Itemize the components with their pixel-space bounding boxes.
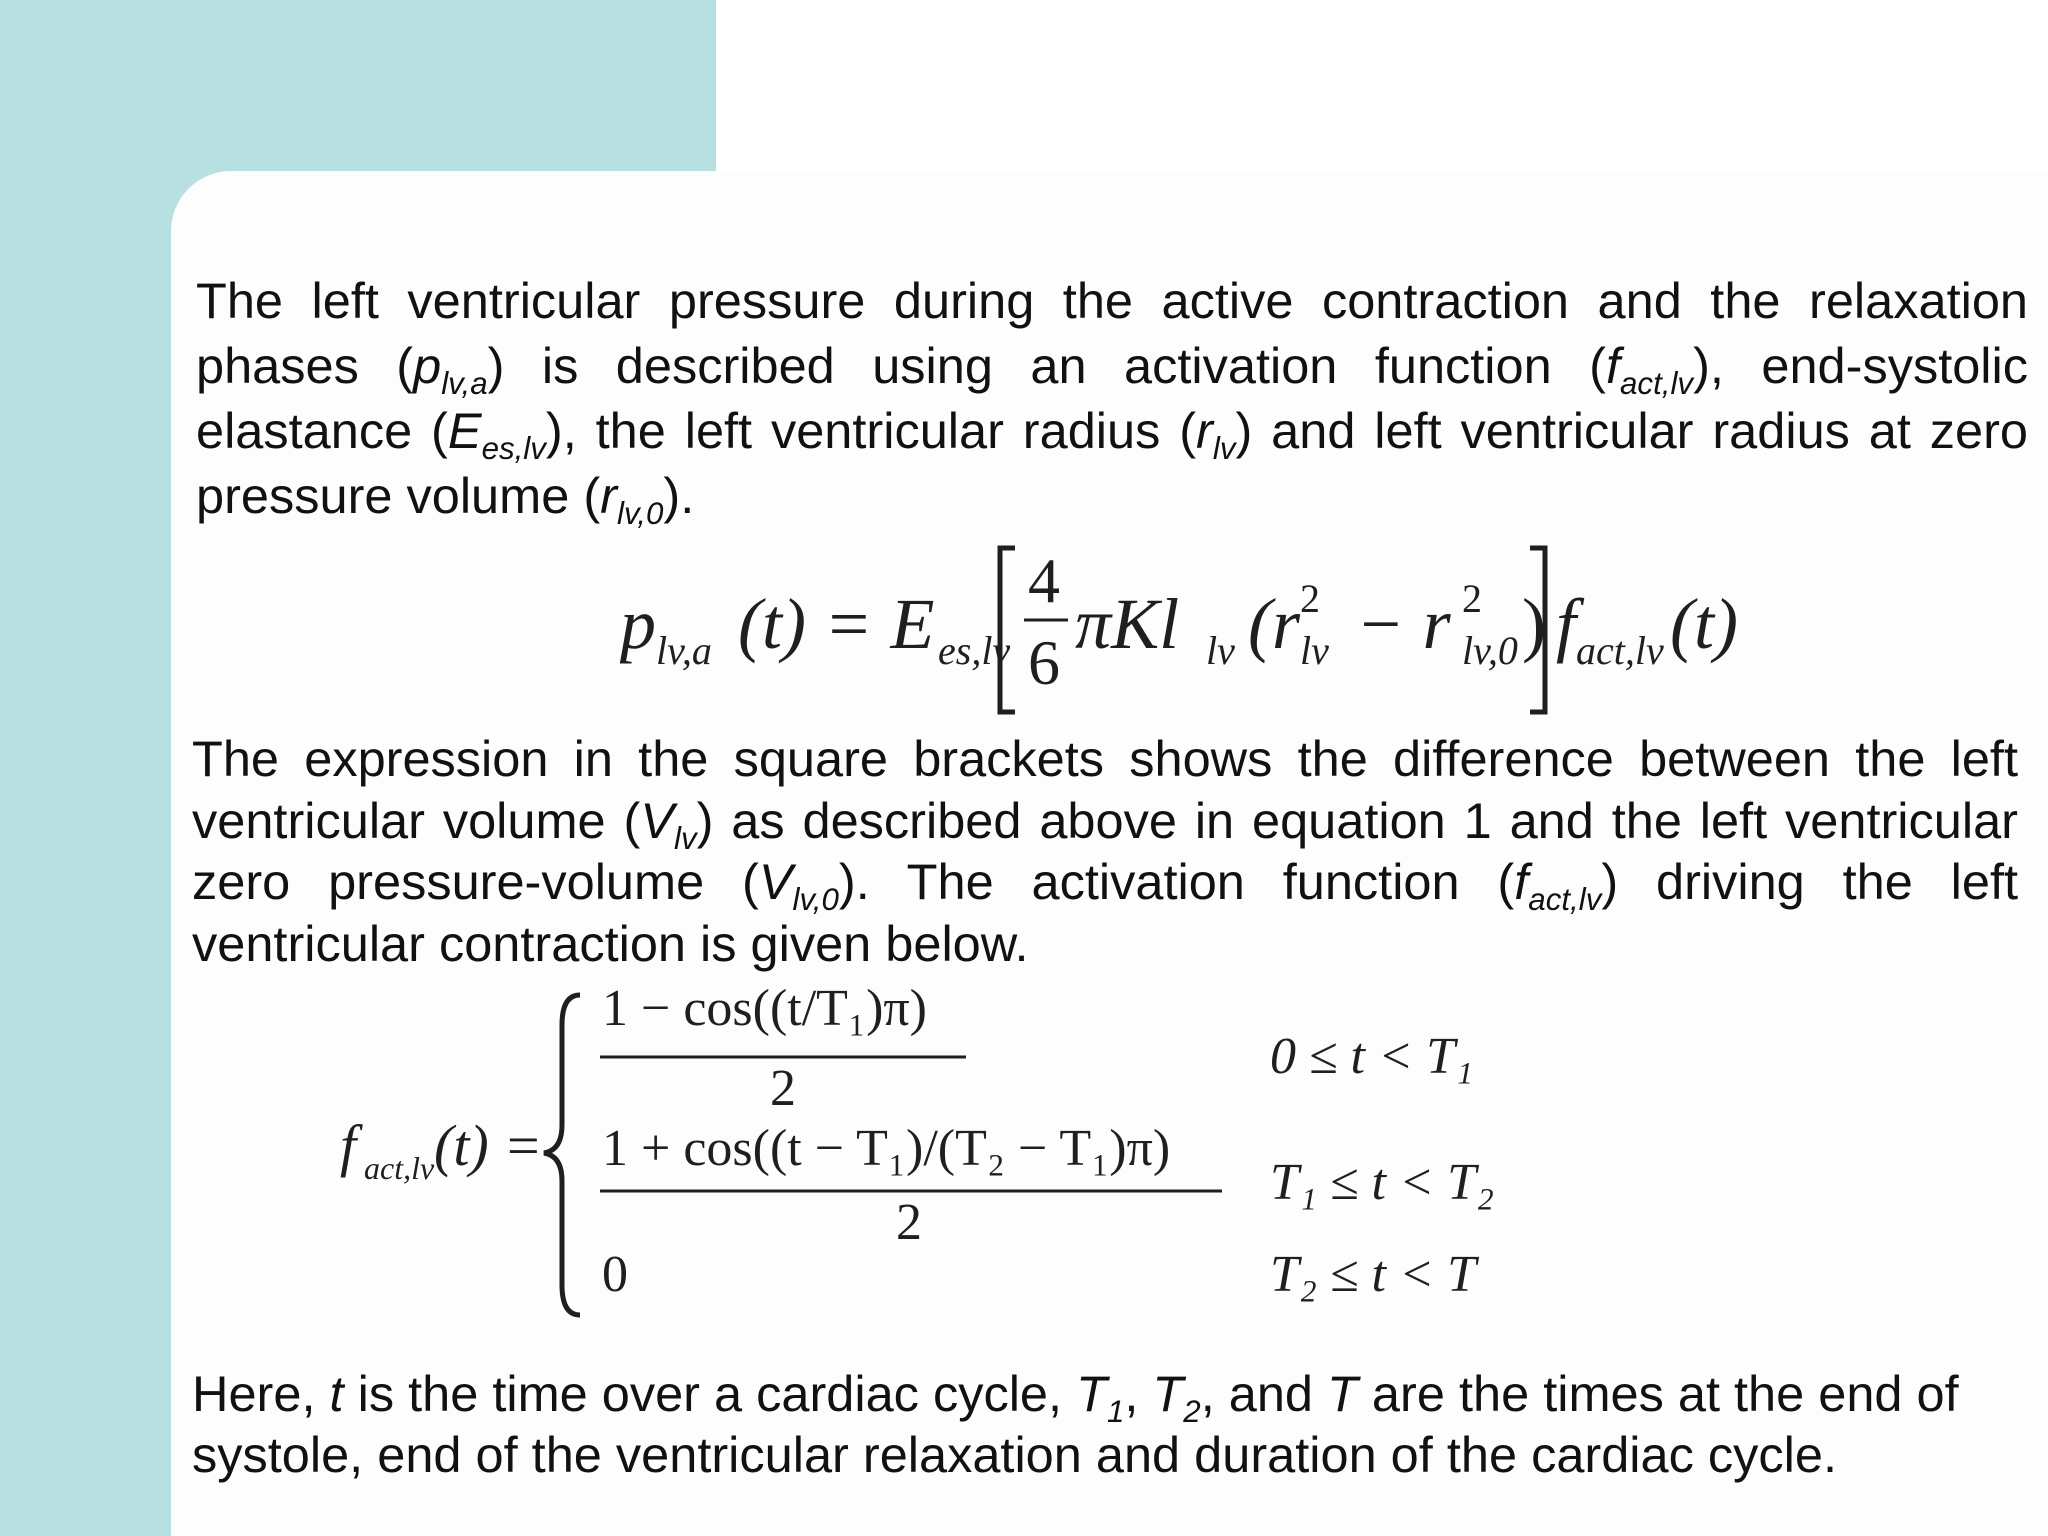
symbol-f: $f_{act,lv}$ — [1605, 337, 1694, 401]
eq2-case3-cond: T₂ ≤ t < T — [1270, 1246, 1476, 1303]
eq1-denominator: 6 — [1028, 627, 1060, 698]
eq2-case2-num: 1 + cos((t − T₁)/(T₂ − T₁)π) — [602, 1120, 1171, 1177]
eq2-case1-den: 2 — [770, 1060, 796, 1117]
eq1-f: f — [1556, 584, 1577, 664]
paragraph-square-brackets: The expression in the square brackets shows the difference between the left ventricular volume $(V_{lv})$ as described above in equation 1 and the left ventricular zero pressure-volume $(V_{lv,0})$. The activation function $(f_{act,lv})$ driving the left ventricular contraction is given below. — [192, 730, 2019, 972]
eq1-numerator: 4 — [1028, 545, 1060, 616]
eq1-r0-sub: lv,0 — [1462, 628, 1518, 673]
eq1-paren: (r — [1248, 584, 1300, 664]
eq1-f-arg: (t) — [1670, 584, 1738, 664]
paragraph-time-definitions: Here, t is the time over a cardiac cycle, $T_1$, $T_2$, and T are the times at the end of systole, end of the ventricular relaxation and duration of the cardiac cycle. — [192, 1365, 1959, 1483]
eq1-minus: − r — [1356, 584, 1451, 664]
eq2-case3-val: 0 — [602, 1246, 628, 1303]
curly-brace — [544, 995, 580, 1315]
symbol-E: $E_{es,lv}$ — [447, 402, 546, 466]
eq1-e-sub: es,lv — [938, 628, 1011, 673]
symbol-t: t — [329, 1365, 344, 1422]
symbol-T2: $T_2$ — [1152, 1365, 1201, 1429]
eq1-body-sub: lv — [1206, 628, 1235, 673]
symbol-p: $p_{lv,a}$ — [413, 337, 488, 401]
eq2-case1-num: 1 − cos((t/T₁)π) — [602, 985, 927, 1037]
eq2-lhs: f — [340, 1113, 357, 1178]
equation-pressure — [620, 540, 1760, 720]
symbol-r: $r_{lv}$ — [1196, 402, 1236, 466]
symbol-V0: $V_{lv,0}$ — [758, 853, 839, 917]
eq2-case1-cond: 0 ≤ t < T₁ — [1270, 1028, 1474, 1085]
eq1-body: πKl — [1075, 584, 1180, 664]
symbol-T: T — [1327, 1365, 1358, 1422]
eq1-f-sub: act,lv — [1576, 628, 1664, 673]
eq2-lhs-arg: (t) = — [434, 1113, 543, 1178]
paragraph-pressure-description: The left ventricular pressure during the active contraction and the relaxation phases $(p_{lv,a})$ is described using an activation function $(f_{act,lv})$, end-systolic elastance $(E_{es,lv})$, the left ventricular radius $(r_{lv})$ and left ventricular radius at zero pressure volume $(r_{lv,0})$. — [196, 272, 2029, 531]
eq2-case2-den: 2 — [896, 1194, 922, 1251]
eq1-sq2: 2 — [1462, 576, 1482, 621]
equation-activation-function — [330, 985, 1590, 1325]
symbol-V: $V_{lv}$ — [640, 791, 697, 856]
eq1-lhs: p — [620, 584, 656, 664]
symbol-f-act: $f_{act,lv}$ — [1514, 853, 1602, 917]
symbol-T1: $T_1$ — [1076, 1365, 1125, 1429]
eq2-lhs-sub: act,lv — [364, 1150, 435, 1186]
eq1-close: ) — [1522, 584, 1546, 664]
eq1-sq1: 2 — [1300, 576, 1320, 621]
eq1-t-arg: (t) = E — [738, 584, 935, 664]
symbol-r0: $r_{lv,0}$ — [600, 467, 664, 531]
eq2-case2-cond: T₁ ≤ t < T₂ — [1270, 1154, 1495, 1211]
eq1-lhs-sub: lv,a — [656, 628, 712, 673]
eq1-r-sub: lv — [1300, 628, 1329, 673]
